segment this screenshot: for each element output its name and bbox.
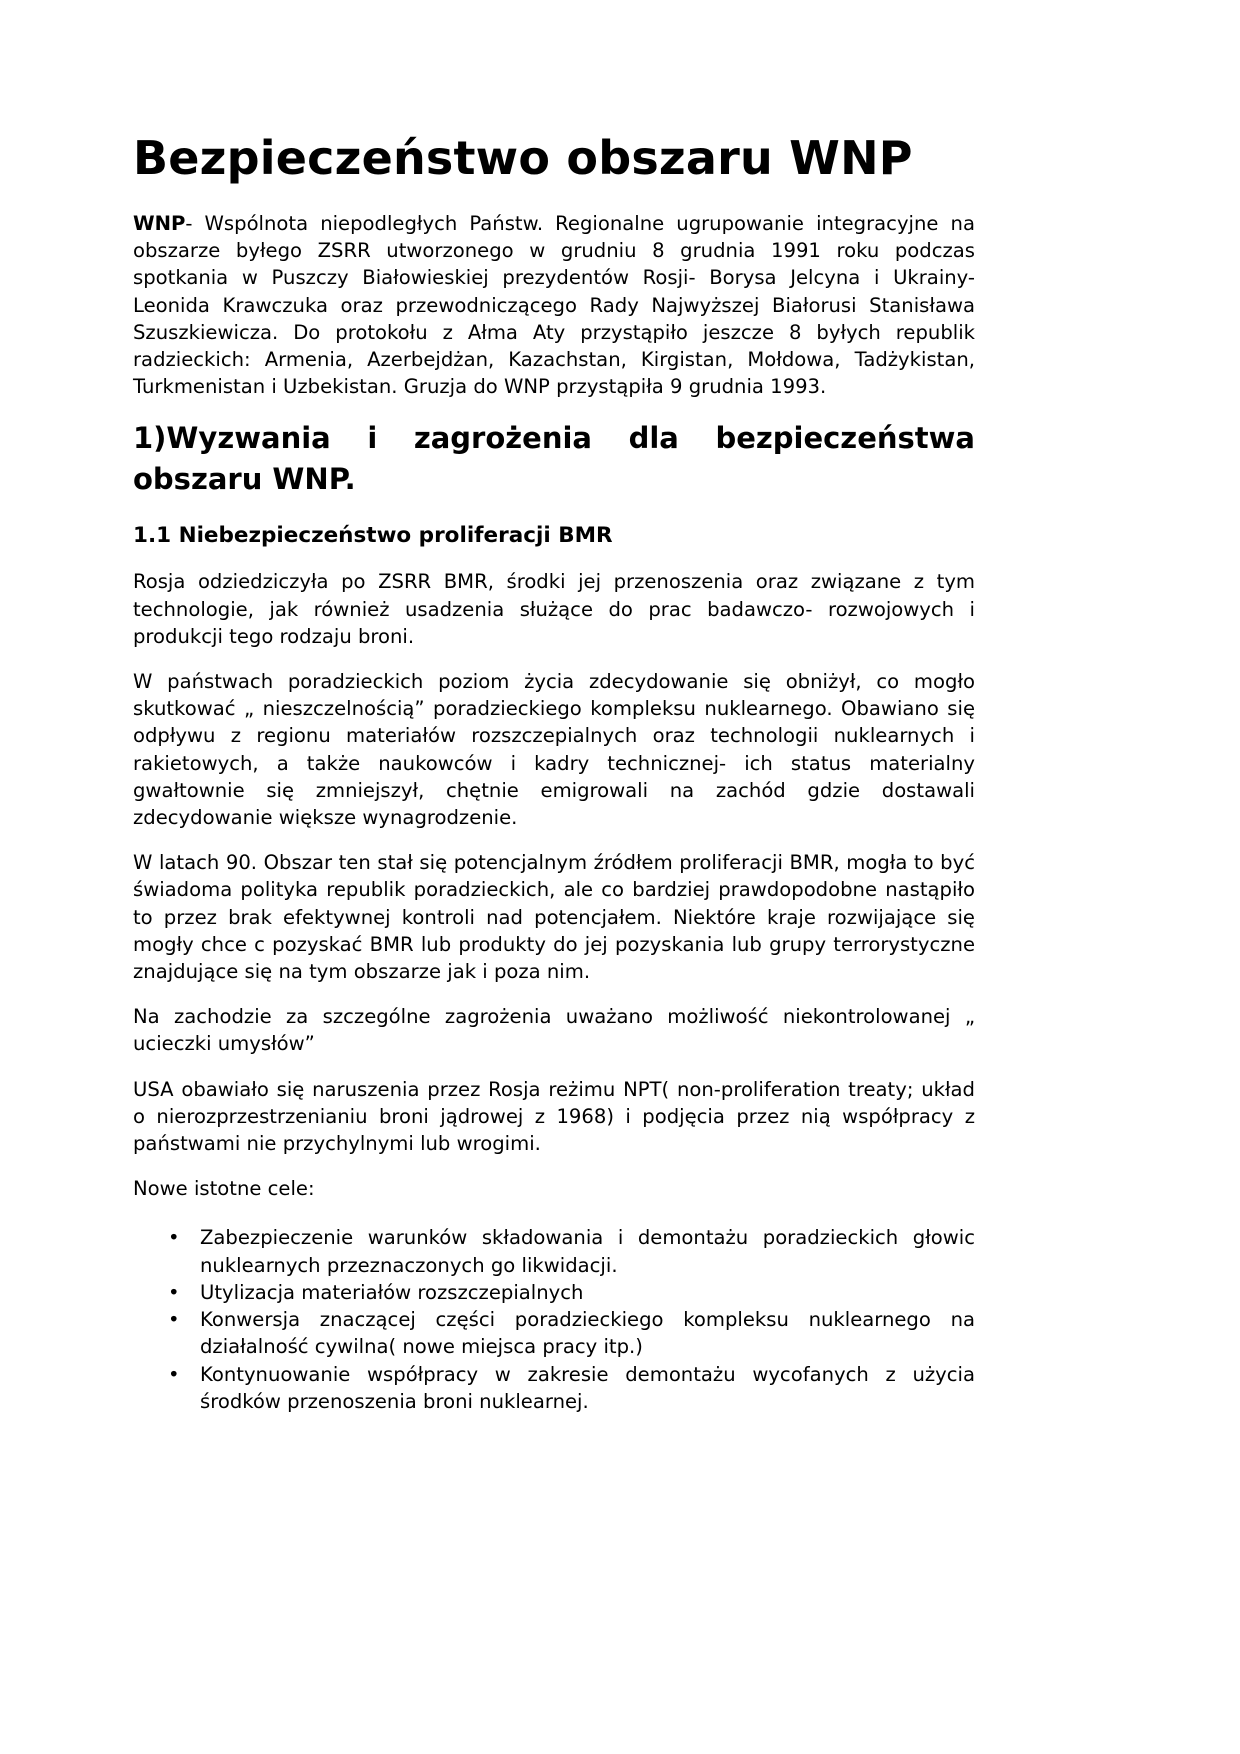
- subsection-heading: 1.1 Niebezpieczeństwo proliferacji BMR: [133, 523, 613, 549]
- paragraph-brain-drain: Na zachodzie za szczególne zagrożenia uważano możliwość niekontrolowanej „ ucieczki umysłów”: [133, 1005, 975, 1056]
- paragraph-living-standards: W państwach poradzieckich poziom życia zdecydowanie się obniżył, co mogło skutkować „ nieszczelnością” poradzieckiego kompleksu nuklearnego. Obawiano się odpływu z regionu materiałów rozszczepialnych oraz technologii nuklearnych i rakietowych, a także naukowców i kadry technicznej- ich status materialny gwałtownie się zmniejszył, chętnie emigrowali na zachód gdzie dostawali zdecydowanie większe wynagrodzenie.: [133, 670, 975, 830]
- document-page: [133, 128, 975, 1415]
- list-item: [168, 1279, 975, 1306]
- goals-list: [133, 1224, 975, 1414]
- bullet-icon: •: [168, 1226, 180, 1250]
- list-item-text: Konwersja znaczącej części poradzieckiego kompleksu nuklearnego na działalność cywilna( nowe miejsca pracy itp.): [200, 1308, 975, 1359]
- document-title: Bezpieczeństwo obszaru WNP: [133, 131, 913, 185]
- list-item: [168, 1224, 975, 1278]
- paragraph-usa-npt: USA obawiało się naruszenia przez Rosja reżimu NPT( non-proliferation treaty; układ o nierozprzestrzenianiu broni jądrowej z 1968) i podjęcia przez nią współpracy z państwami nie przychylnymi lub wrogimi.: [133, 1077, 975, 1156]
- paragraph-inheritance: Rosja odziedziczyła po ZSRR BMR, środki jej przenoszenia oraz związane z tym technologie, jak również usadzenia służące do prac badawczo- rozwojowych i produkcji tego rodzaju broni.: [133, 570, 975, 648]
- list-item-text: Zabezpieczenie warunków składowania i demontażu poradzieckich głowic nuklearnych przeznaczonych go likwidacji.: [200, 1226, 975, 1277]
- paragraph-proliferation-source: W latach 90. Obszar ten stał się potencjalnym źródłem proliferacji BMR, mogła to być świadoma polityka republik poradzieckich, ale co bardziej prawdopodobne nastąpiło to przez brak efektywnej kontroli nad potencjałem. Niektóre kraje rozwijające się mogły chce c pozyskać BMR lub produkty do jej pozyskania lub grupy terrorystyczne znajdujące się na tym obszarze jak i poza nim.: [133, 851, 975, 984]
- paragraph-goals-intro: Nowe istotne cele:: [133, 1177, 315, 1201]
- intro-text: - Wspólnota niepodległych Państw. Regionalne ugrupowanie integracyjne na obszarze byłego ZSRR utworzonego w grudniu 8 grudnia 1991 roku podczas spotkania w Puszczy Białowieskiej prezydentów Rosji- Borysa Jelcyna i Ukrainy- Leonida Krawczuka oraz przewodniczącego Rady Najwyższej Białorusi Stanisława Szuszkiewicza. Do protokołu z Ałma Aty przystąpiło jeszcze 8 byłych republik radzieckich: Armenia, Azerbejdżan, Kazachstan, Kirgistan, Mołdowa, Tadżykistan, Turkmenistan i Uzbekistan. Gruzja do WNP przystąpiła 9 grudnia 1993.: [133, 212, 975, 399]
- bullet-icon: •: [168, 1362, 180, 1386]
- bullet-icon: •: [168, 1280, 180, 1304]
- list-item-text: Utylizacja materiałów rozszczepialnych: [200, 1280, 584, 1304]
- intro-lead-term: WNP: [133, 212, 186, 235]
- section-heading: 1)Wyzwania i zagrożenia dla bezpieczeństwa obszaru WNP.: [133, 421, 975, 497]
- list-item-text: Kontynuowanie współpracy w zakresie demontażu wycofanych z użycia środków przenoszenia broni nuklearnej.: [200, 1362, 975, 1413]
- bullet-icon: •: [168, 1308, 180, 1332]
- list-item: [168, 1306, 975, 1360]
- intro-paragraph: [133, 210, 975, 400]
- list-item: [168, 1361, 975, 1415]
